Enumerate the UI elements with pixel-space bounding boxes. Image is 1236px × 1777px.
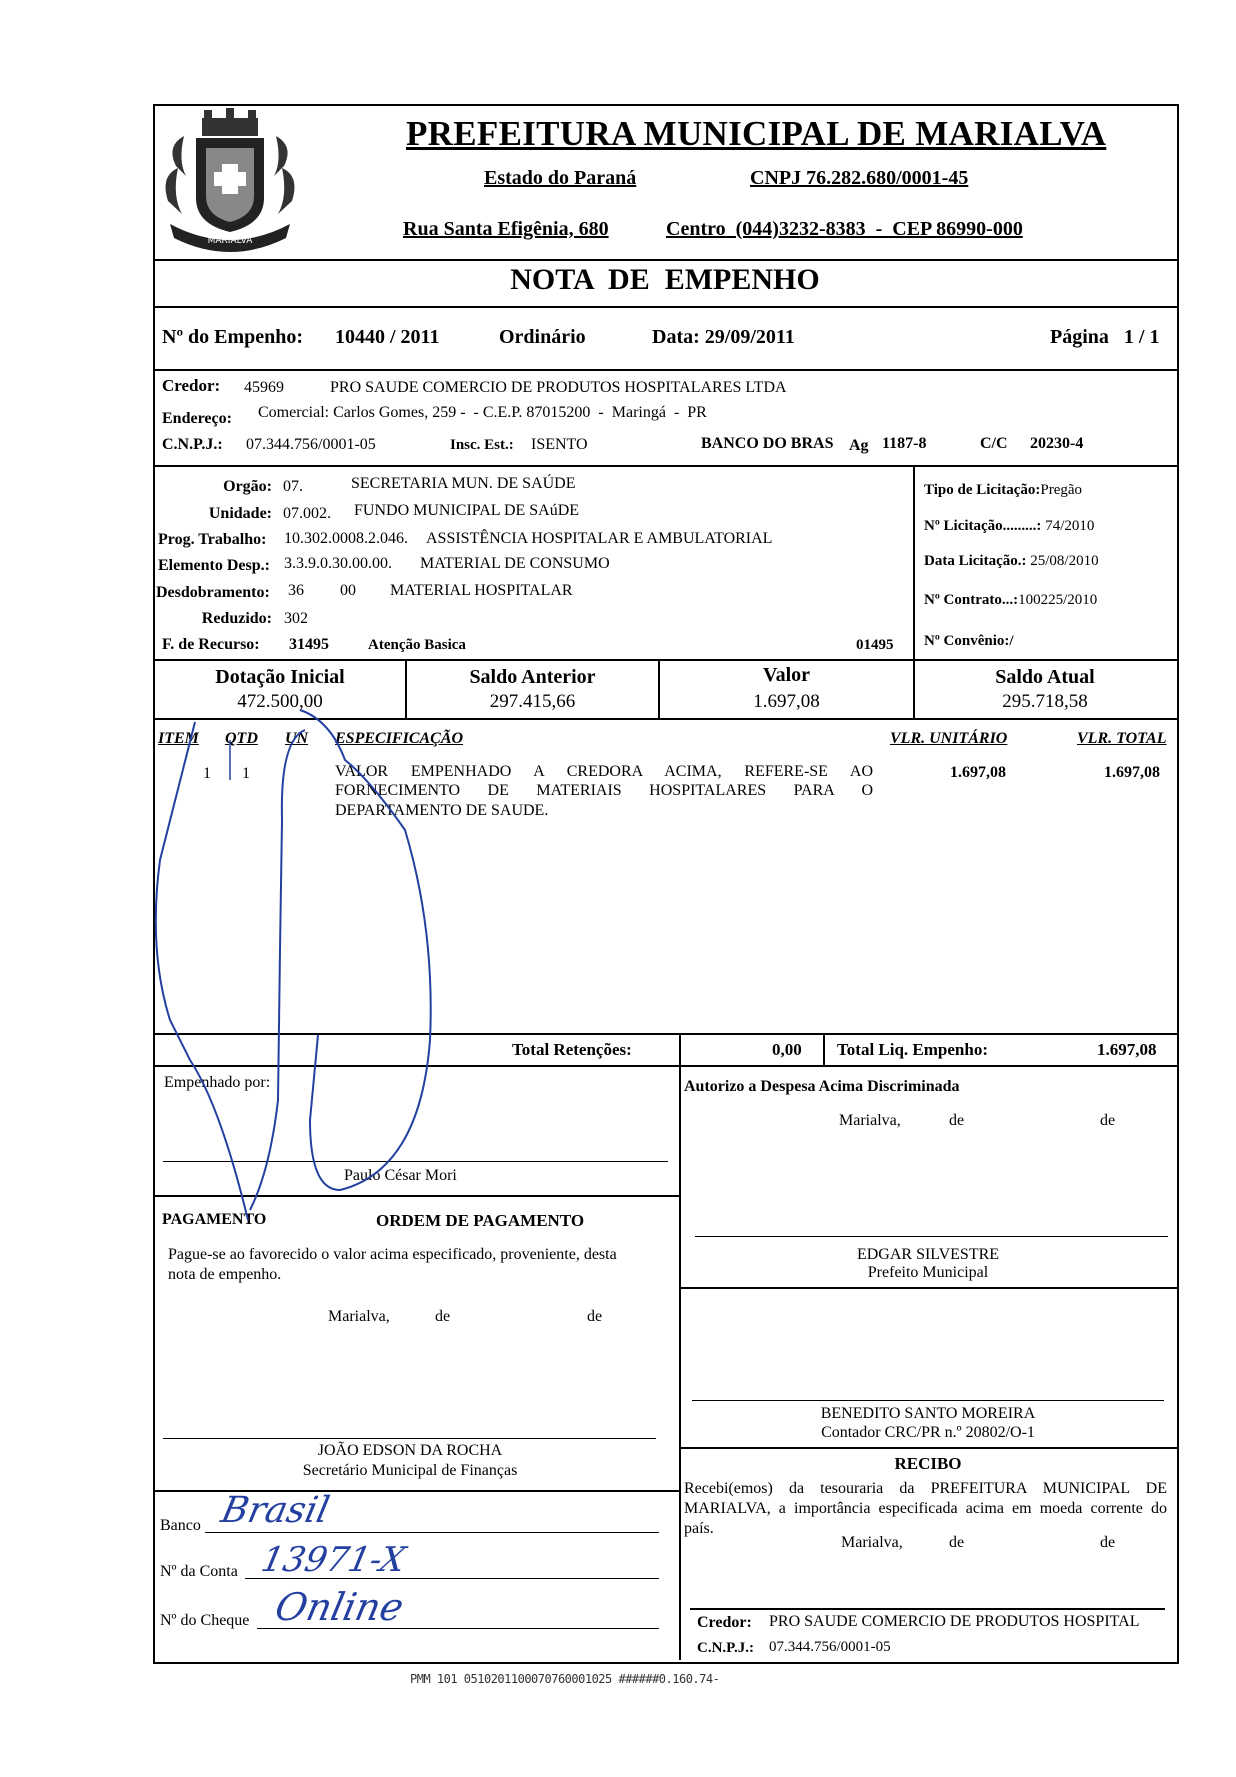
valor-value: 1.697,08	[753, 691, 820, 712]
divider	[153, 465, 1177, 467]
item-unit-value: 1.697,08	[950, 764, 1006, 781]
recibo-text-1: Recebi(emos) da tesouraria da PREFEITURA MUNICIPAL DE	[684, 1480, 1167, 1497]
divider	[679, 1287, 1177, 1289]
bank-name: BANCO DO BRAS	[701, 435, 834, 452]
liquid-total-value: 1.697,08	[1097, 1040, 1157, 1059]
divider	[679, 1447, 1177, 1449]
ordem-pagamento-title: ORDEM DE PAGAMENTO	[376, 1211, 585, 1230]
retencoes-value: 0,00	[772, 1040, 802, 1059]
col-un: UN	[285, 730, 309, 747]
recibo-text-3: país.	[684, 1520, 714, 1537]
cheque-handwriting: Online	[271, 1585, 408, 1629]
desd-sub: 00	[340, 582, 356, 599]
empenho-type: Ordinário	[499, 326, 586, 348]
agency-label: Ag	[849, 437, 869, 454]
recibo-cnpj-label: C.N.P.J.:	[697, 1640, 754, 1656]
recurso-code: 31495	[289, 636, 329, 653]
account-label: C/C	[980, 435, 1008, 452]
autorizo-de-2: de	[1100, 1112, 1116, 1129]
divider	[153, 369, 1177, 371]
item-desc-line-2: FORNECIMENTO DE MATERIAIS HOSPITALARES PARA O	[335, 782, 873, 799]
col-unit-value: VLR. UNITÁRIO	[890, 730, 1008, 747]
autorizo-de-1: de	[949, 1112, 965, 1129]
secretario-name: JOÃO EDSON DA ROCHA	[317, 1442, 503, 1459]
saldo-anterior-value: 297.415,66	[489, 691, 576, 712]
orgao-code: 07.	[283, 478, 303, 495]
licitacao-number: 74/2010	[1045, 518, 1095, 534]
recibo-title: RECIBO	[894, 1454, 962, 1473]
credor-cnpj: 07.344.756/0001-05	[246, 436, 376, 453]
insc-label: Insc. Est.:	[450, 437, 514, 453]
recibo-credor-label: Credor:	[697, 1614, 752, 1631]
empenhado-label: Empenhado por:	[164, 1074, 271, 1091]
municipal-coat-of-arms	[156, 106, 304, 256]
signature-line	[163, 1438, 656, 1439]
prefeito-name: EDGAR SILVESTRE	[856, 1246, 1000, 1263]
contrato-caption: Nº Contrato...:	[924, 592, 1019, 608]
licitacao-date: 25/08/2010	[1030, 553, 1099, 569]
pagamento-de-2: de	[587, 1308, 603, 1325]
saldo-anterior-label: Saldo Anterior	[469, 666, 596, 688]
banco-handwriting: Brasil	[217, 1490, 333, 1531]
item-desc-line-3: DEPARTAMENTO DE SAUDE.	[335, 802, 549, 819]
licitacao-number-caption: Nº Licitação.........:	[924, 518, 1042, 534]
secretario-role: Secretário Municipal de Finanças	[302, 1462, 518, 1479]
prog-label: Prog. Trabalho:	[158, 531, 267, 548]
item-desc-line-1: VALOR EMPENHADO A CREDORA ACIMA, REFERE-SE AO	[335, 763, 873, 780]
liquid-total-label: Total Liq. Empenho:	[837, 1040, 988, 1059]
recibo-de-2: de	[1100, 1534, 1116, 1551]
item-total-value: 1.697,08	[1104, 764, 1160, 781]
desd-name: MATERIAL HOSPITALAR	[390, 582, 573, 599]
orgao-name: SECRETARIA MUN. DE SAÚDE	[351, 475, 576, 492]
footer-barcode-text: PMM 101 0510201100070760001025 ######0.160.74-	[410, 1672, 720, 1686]
col-total-value: VLR. TOTAL	[1077, 730, 1167, 747]
licitacao-date-row	[924, 553, 1099, 570]
pagamento-text-2: nota de empenho.	[168, 1266, 282, 1283]
unidade-label: Unidade:	[208, 505, 272, 522]
svg-text:MARIALVA: MARIALVA	[207, 236, 253, 246]
prefeito-role: Prefeito Municipal	[867, 1264, 989, 1281]
recibo-credor: PRO SAUDE COMERCIO DE PRODUTOS HOSPITAL	[769, 1613, 1140, 1630]
empenho-number: 10440 / 2011	[335, 326, 440, 348]
recibo-de-1: de	[949, 1534, 965, 1551]
pagamento-label: PAGAMENTO	[162, 1211, 267, 1228]
empenho-date: Data: 29/09/2011	[652, 326, 795, 348]
saldo-atual-value: 295.718,58	[1002, 691, 1088, 712]
licitacao-type-label	[924, 482, 1082, 499]
divider	[153, 259, 1177, 261]
state-label: Estado do Paraná	[484, 167, 637, 189]
saldo-atual-label: Saldo Atual	[995, 666, 1095, 688]
dotacao-label: Dotação Inicial	[215, 666, 345, 688]
item-qty: 1	[242, 765, 250, 782]
account-value: 20230-4	[1030, 435, 1084, 452]
elem-label: Elemento Desp.:	[158, 557, 270, 574]
signature-line	[695, 1236, 1168, 1237]
licitacao-type: Pregão	[1040, 482, 1083, 498]
contador-name: BENEDITO SANTO MOREIRA	[820, 1405, 1036, 1422]
valor-label: Valor	[762, 664, 811, 686]
recurso-name: Atenção Basica	[368, 637, 466, 653]
cheque-label: Nº do Cheque	[160, 1612, 250, 1629]
col-qtd: QTD	[225, 730, 258, 747]
contador-role: Contador CRC/PR n.º 20802/O-1	[821, 1424, 1035, 1441]
retencoes-label: Total Retenções:	[512, 1040, 632, 1059]
address-label: Endereço:	[162, 410, 232, 427]
recibo-text-2: MARIALVA, a importância especificada acima em moeda corrente do	[684, 1500, 1167, 1517]
signature-scribble	[130, 700, 490, 1260]
page-number: Página 1 / 1	[1050, 326, 1160, 348]
agency-value: 1187-8	[882, 435, 927, 452]
divider	[679, 1033, 681, 1066]
licitacao-type-caption: Tipo de Licitação:	[924, 482, 1041, 498]
city-contact: Centro (044)3232-8383 - CEP 86990-000	[666, 218, 1023, 240]
insc-value: ISENTO	[531, 436, 588, 453]
signature-line	[692, 1400, 1164, 1401]
divider	[153, 306, 1177, 308]
col-especificacao: ESPECIFICAÇÃO	[335, 730, 464, 747]
credor-label: Credor:	[162, 376, 221, 395]
city-cnpj: CNPJ 76.282.680/0001-45	[750, 167, 969, 189]
signature-line	[690, 1608, 1165, 1610]
reduzido-label: Reduzido:	[201, 610, 272, 627]
banco-line	[205, 1532, 659, 1533]
recurso-label: F. de Recurso:	[162, 636, 260, 653]
divider	[913, 466, 915, 659]
autorizo-label: Autorizo a Despesa Acima Discriminada	[684, 1078, 960, 1095]
city-address: Rua Santa Efigênia, 680	[403, 218, 609, 240]
credor-code: 45969	[244, 379, 284, 396]
banco-label: Banco	[160, 1517, 201, 1534]
convenio-label: Nº Convênio:/	[924, 633, 1014, 649]
divider	[823, 1033, 825, 1066]
city-hall-title: PREFEITURA MUNICIPAL DE MARIALVA	[406, 114, 1107, 153]
credor-name: PRO SAUDE COMERCIO DE PRODUTOS HOSPITALARES LTDA	[330, 379, 787, 396]
coat-of-arms-icon	[156, 106, 304, 256]
divider	[679, 1066, 681, 1660]
contrato-number: 100225/2010	[1018, 592, 1098, 608]
contrato-row	[924, 592, 1097, 609]
credor-address: Comercial: Carlos Gomes, 259 - - C.E.P. 87015200 - Maringá - PR	[258, 404, 707, 421]
recurso-number: 01495	[856, 637, 894, 653]
dotacao-value: 472.500,00	[237, 691, 323, 712]
orgao-label: Orgão:	[223, 478, 272, 495]
document-title: NOTA DE EMPENHO	[510, 263, 820, 296]
recibo-place: Marialva,	[841, 1534, 903, 1551]
divider	[153, 659, 1177, 661]
empenhado-name: Paulo César Mori	[344, 1167, 457, 1184]
desd-label: Desdobramento:	[156, 584, 270, 601]
prog-code: 10.302.0008.2.046.	[284, 530, 408, 547]
pagamento-de-1: de	[435, 1308, 451, 1325]
elem-code: 3.3.9.0.30.00.00.	[284, 555, 392, 572]
elem-name: MATERIAL DE CONSUMO	[420, 555, 610, 572]
cnpj-label: C.N.P.J.:	[162, 436, 223, 453]
recibo-cnpj: 07.344.756/0001-05	[769, 1639, 891, 1655]
conta-handwriting: 13971-X	[257, 1540, 409, 1580]
pagamento-text-1: Pague-se ao favorecido o valor acima especificado, proveniente, desta	[168, 1246, 617, 1263]
desd-code: 36	[288, 582, 304, 599]
reduzido-code: 302	[284, 610, 308, 627]
unidade-code: 07.002.	[283, 505, 331, 522]
conta-label: Nº da Conta	[160, 1563, 238, 1580]
autorizo-place: Marialva,	[839, 1112, 901, 1129]
pagamento-place: Marialva,	[328, 1308, 390, 1325]
col-item: ITEM	[158, 730, 199, 747]
item-number: 1	[203, 765, 211, 782]
licitacao-date-caption: Data Licitação.:	[924, 553, 1027, 569]
prog-name: ASSISTÊNCIA HOSPITALAR E AMBULATORIAL	[426, 530, 773, 547]
licitacao-number-row	[924, 518, 1094, 535]
unidade-name: FUNDO MUNICIPAL DE SAúDE	[354, 502, 580, 519]
empenho-number-label: Nº do Empenho:	[162, 326, 304, 348]
